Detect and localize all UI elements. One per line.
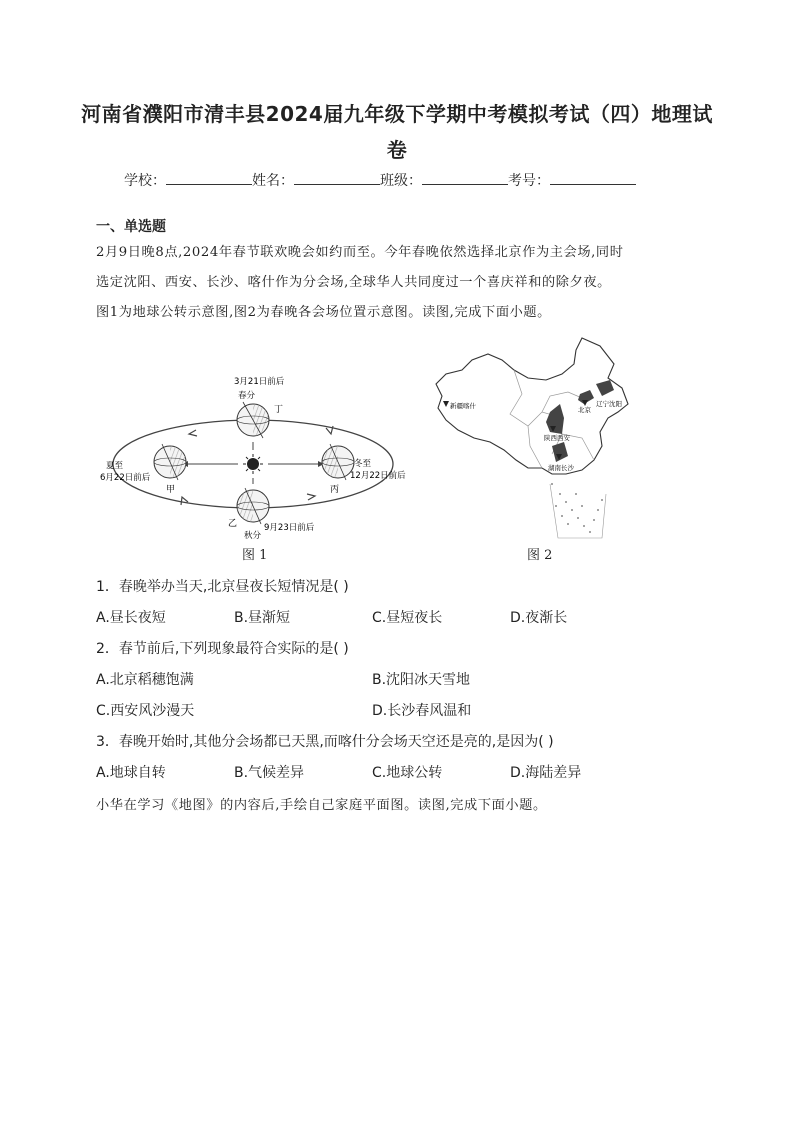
label-xian: 陕西西安 (544, 434, 570, 442)
question-3-stem: 3．春晚开始时,其他分会场都已天黑,而喀什分会场天空还是亮的,是因为( ) (96, 734, 554, 750)
label-winter-date: 12月22日前后 (350, 471, 406, 481)
question-1-option-c[interactable]: C.昼短夜长 (372, 610, 443, 626)
sun-icon (243, 454, 263, 474)
label-autumn: 秋分 (244, 531, 262, 540)
question-3-option-c[interactable]: C.地球公转 (372, 765, 443, 781)
title-line-2: 卷 (386, 138, 408, 162)
earth-summer-icon (154, 444, 186, 480)
label-winter: 冬至 (354, 459, 372, 469)
question-3-option-d[interactable]: D.海陆差异 (510, 765, 582, 781)
section-heading: 一、单选题 (96, 219, 166, 235)
next-passage-intro: 小华在学习《地图》的内容后,手绘自己家庭平面图。读图,完成下面小题。 (96, 798, 547, 813)
question-1-option-a[interactable]: A.昼长夜短 (96, 610, 166, 626)
question-2-option-c[interactable]: C.西安风沙漫天 (96, 703, 195, 719)
label-changsha: 湖南长沙 (548, 464, 574, 472)
student-info-fields (124, 170, 636, 190)
label-ding: 丁 (274, 405, 284, 415)
number-label: 考号： (508, 173, 550, 189)
figure-1-caption: 图 1 (242, 548, 268, 563)
title-line-1: 河南省濮阳市清丰县2024届九年级下学期中考模拟考试（四）地理试 (81, 102, 713, 126)
question-2-option-d[interactable]: D.长沙春风温和 (372, 703, 472, 719)
question-2-option-b[interactable]: B.沈阳冰天雪地 (372, 672, 471, 688)
school-blank[interactable] (166, 170, 252, 185)
label-spring: 春分 (238, 391, 256, 401)
name-label: 姓名： (252, 173, 294, 189)
question-1-option-d[interactable]: D.夜渐长 (510, 610, 568, 626)
question-3-option-a[interactable]: A.地球自转 (96, 765, 166, 781)
intro-paragraph (96, 238, 704, 328)
label-beijing: 北京 (578, 406, 591, 414)
south-sea-islands (551, 483, 603, 533)
label-kashgar: 新疆喀什 (450, 402, 476, 410)
intro-line-2: 选定沈阳、西安、长沙、喀什作为分会场,全球华人共同度过一个喜庆祥和的除夕夜。 (96, 275, 611, 290)
orbit-arrow-icon (189, 430, 197, 436)
label-summer-date: 6月22日前后 (100, 473, 151, 483)
label-autumn-date: 9月23日前后 (264, 523, 315, 533)
class-blank[interactable] (422, 170, 508, 185)
number-blank[interactable] (550, 170, 636, 185)
exam-title (60, 96, 734, 168)
question-3-option-b[interactable]: B.气候差异 (234, 765, 305, 781)
name-blank[interactable] (294, 170, 380, 185)
intro-line-1: 2月9日晚8点,2024年春节联欢晚会如约而至。今年春晚依然选择北京作为主会场,同时 (96, 245, 624, 260)
question-2-option-a[interactable]: A.北京稻穗饱满 (96, 672, 194, 688)
orbit-arrow-icon (181, 497, 188, 505)
class-label: 班级： (380, 173, 422, 189)
label-shenyang: 辽宁沈阳 (596, 400, 622, 408)
question-2-stem: 2．春节前后,下列现象最符合实际的是( ) (96, 641, 349, 657)
figure-2-caption: 图 2 (527, 548, 553, 563)
label-spring-date: 3月21日前后 (234, 377, 285, 387)
question-1-option-b[interactable]: B.昼渐短 (234, 610, 291, 626)
school-label: 学校： (124, 173, 166, 189)
orbit-arrow-icon (307, 494, 315, 500)
label-summer: 夏至 (106, 461, 124, 471)
intro-line-3: 图1为地球公转示意图,图2为春晚各会场位置示意图。读图,完成下面小题。 (96, 305, 551, 320)
earth-autumn-icon (237, 488, 269, 524)
question-1-stem: 1．春晚举办当天,北京昼夜长短情况是( ) (96, 579, 349, 595)
earth-revolution-figure (96, 372, 410, 540)
label-yi: 乙 (228, 519, 238, 529)
label-bing: 丙 (330, 485, 340, 495)
label-jia: 甲 (166, 485, 176, 495)
earth-spring-icon (237, 402, 269, 438)
venue-map-figure (432, 334, 642, 540)
